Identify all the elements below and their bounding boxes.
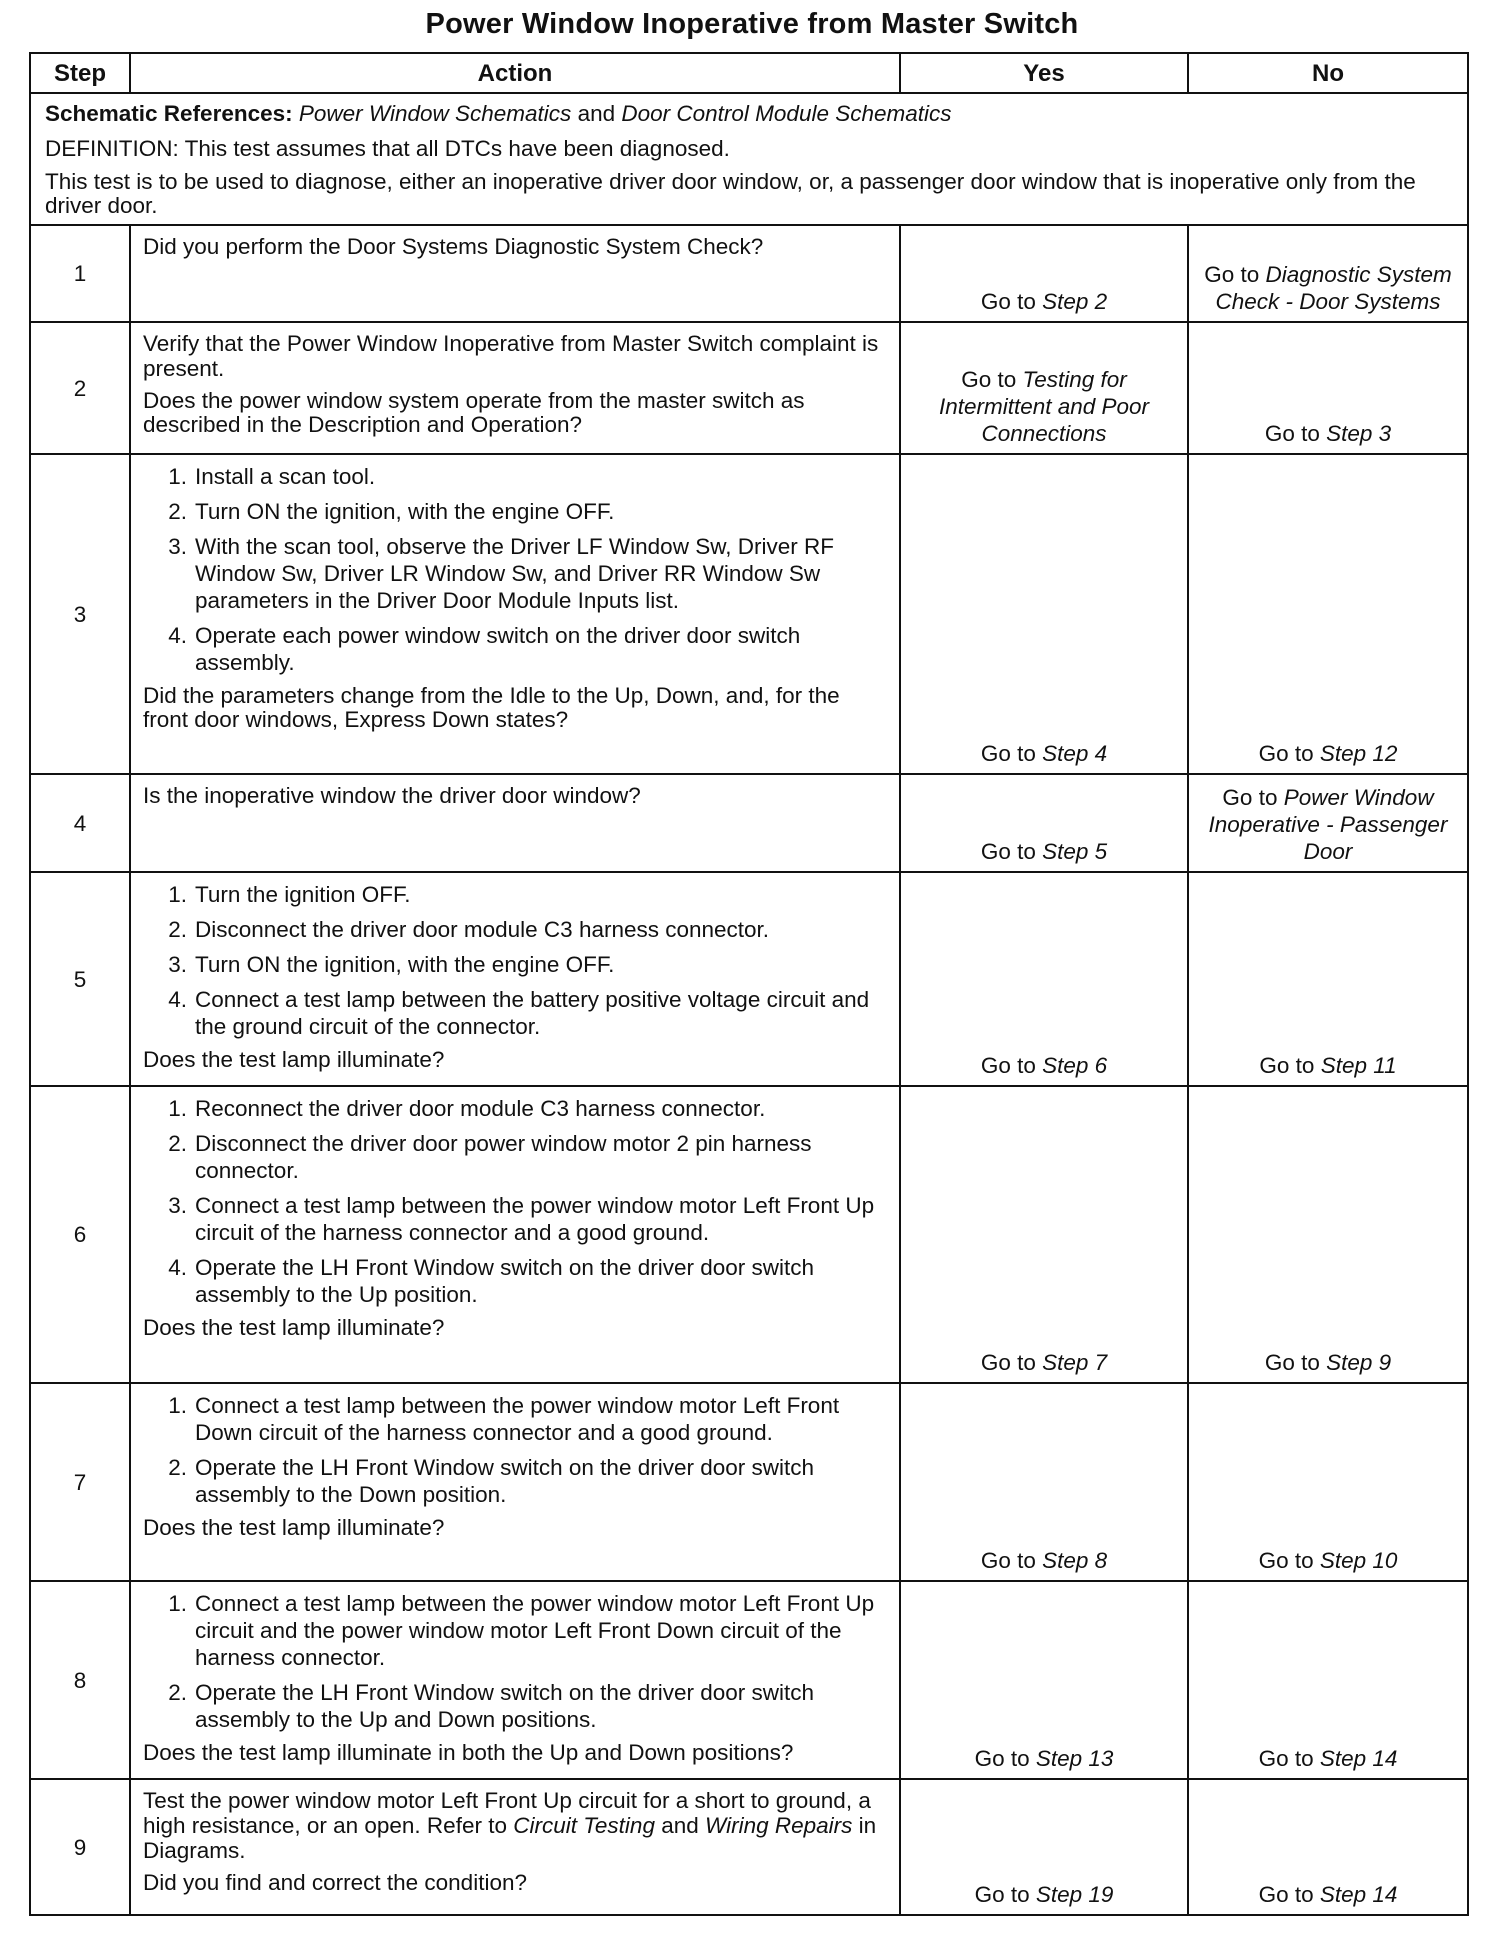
action-text: Verify that the Power Window Inoperative from Master Switch complaint is present. (143, 331, 879, 381)
action-question: Did you find and correct the condition? (143, 1870, 527, 1895)
yes-goto-label: Go to (980, 839, 1036, 864)
action-list-item (143, 1095, 889, 1122)
yes-goto-link[interactable]: Step 19 (1035, 1882, 1114, 1907)
yes-result (901, 740, 1187, 767)
no-cell (1188, 225, 1468, 322)
action-item-text: Turn ON the ignition, with the engine OFF. (195, 952, 615, 977)
action-cell (130, 774, 900, 872)
schematic-references (45, 100, 1457, 127)
yes-cell (900, 1086, 1188, 1383)
diagnostic-table (29, 52, 1469, 1916)
yes-cell (900, 322, 1188, 454)
yes-goto-label: Go to (961, 367, 1017, 392)
yes-result (901, 1052, 1187, 1079)
action-item-number: 3. (168, 534, 187, 559)
action-item-number: 3. (168, 952, 187, 977)
action-list-item (143, 1130, 889, 1184)
action-list-item (143, 498, 889, 525)
yes-cell (900, 454, 1188, 774)
schematic-label: Schematic References: (45, 101, 293, 126)
schematic-ref-door-control[interactable]: Door Control Module Schematics (621, 101, 952, 126)
action-list-item (143, 1454, 889, 1508)
action-question: Does the test lamp illuminate? (143, 1515, 445, 1540)
no-goto-link[interactable]: Step 11 (1320, 1053, 1397, 1078)
yes-goto-link[interactable]: Step 13 (1035, 1746, 1114, 1771)
yes-goto-link[interactable]: Step 4 (1042, 741, 1108, 766)
yes-cell (900, 774, 1188, 872)
step-number: 6 (30, 1086, 130, 1383)
action-cell (130, 872, 900, 1086)
yes-result (901, 366, 1187, 447)
action-item-number: 4. (168, 623, 187, 648)
step-row-6 (30, 1086, 1468, 1383)
yes-goto-label: Go to (980, 1548, 1036, 1573)
yes-cell (900, 1779, 1188, 1915)
yes-goto-link[interactable]: Testing for Intermittent and Poor Connections (938, 367, 1150, 446)
action-cell (130, 322, 900, 454)
action-item-text: Connect a test lamp between the power window motor Left Front Up circuit and the power window motor Left Front Down circuit of the harness connector. (195, 1591, 875, 1670)
reference-link[interactable]: Circuit Testing (513, 1813, 655, 1838)
header-no: No (1188, 53, 1468, 93)
action-list-item (143, 986, 889, 1040)
yes-goto-label: Go to (980, 741, 1036, 766)
action-item-text: Disconnect the driver door power window motor 2 pin harness connector. (195, 1131, 812, 1183)
reference-link[interactable]: Wiring Repairs (705, 1813, 853, 1838)
header-step: Step (30, 53, 130, 93)
yes-cell (900, 1383, 1188, 1581)
no-cell (1188, 322, 1468, 454)
yes-goto-link[interactable]: Step 8 (1042, 1548, 1108, 1573)
action-list-item (143, 533, 889, 614)
action-list-item (143, 622, 889, 676)
step-number: 1 (30, 225, 130, 322)
intro-row (30, 93, 1468, 225)
action-item-text: Install a scan tool. (195, 464, 376, 489)
usage-text: This test is to be used to diagnose, either an inoperative driver door window, or, a passenger door window that is inoperative only from the driver door. (45, 169, 1416, 218)
action-text-part: and (661, 1813, 699, 1838)
no-result (1189, 1547, 1467, 1574)
yes-result (901, 288, 1187, 315)
no-goto-link[interactable]: Step 10 (1319, 1548, 1398, 1573)
action-question: Does the test lamp illuminate in both the Up and Down positions? (143, 1740, 794, 1765)
yes-result (901, 1881, 1187, 1908)
yes-goto-label: Go to (974, 1746, 1030, 1771)
no-cell (1188, 1086, 1468, 1383)
action-item-number: 2. (168, 499, 187, 524)
action-item-number: 2. (168, 917, 187, 942)
action-list-item (143, 916, 889, 943)
no-cell (1188, 774, 1468, 872)
action-question: Did the parameters change from the Idle to the Up, Down, and, for the front door windows, Express Down states? (143, 683, 840, 732)
action-item-text: Connect a test lamp between the power window motor Left Front Up circuit of the harness connector and a good ground. (195, 1193, 875, 1245)
action-item-number: 1. (168, 882, 187, 907)
no-goto-label: Go to (1264, 1350, 1320, 1375)
action-text-part: in Diagrams. (143, 1813, 877, 1863)
action-item-number: 1. (168, 1591, 187, 1616)
step-row-7 (30, 1383, 1468, 1581)
action-item-text: Operate each power window switch on the driver door switch assembly. (195, 623, 801, 675)
yes-goto-link[interactable]: Step 2 (1042, 289, 1108, 314)
action-text: Is the inoperative window the driver door window? (143, 783, 641, 808)
no-goto-link[interactable]: Step 3 (1326, 421, 1392, 446)
page-title: Power Window Inoperative from Master Switch (425, 8, 1079, 40)
action-cell (130, 1383, 900, 1581)
no-goto-label: Go to (1258, 741, 1314, 766)
no-cell (1188, 1383, 1468, 1581)
step-row-1 (30, 225, 1468, 322)
no-goto-label: Go to (1258, 1882, 1314, 1907)
no-result (1189, 784, 1467, 865)
action-item-text: Operate the LH Front Window switch on the driver door switch assembly to the Up and Down positions. (195, 1680, 815, 1732)
no-goto-link[interactable]: Diagnostic System Check - Door Systems (1215, 262, 1452, 314)
no-result (1189, 1052, 1467, 1079)
table-header-row (30, 53, 1468, 93)
yes-result (901, 838, 1187, 865)
step-number: 4 (30, 774, 130, 872)
action-cell (130, 1581, 900, 1779)
step-number: 3 (30, 454, 130, 774)
action-item-number: 2. (168, 1131, 187, 1156)
no-goto-link[interactable]: Step 14 (1319, 1746, 1398, 1771)
no-goto-label: Go to (1259, 1053, 1315, 1078)
no-goto-label: Go to (1258, 1548, 1314, 1573)
action-list-item (143, 463, 889, 490)
yes-goto-label: Go to (980, 1350, 1036, 1375)
intro-cell (30, 93, 1468, 225)
action-item-text: Turn the ignition OFF. (195, 882, 411, 907)
no-cell (1188, 872, 1468, 1086)
no-result (1189, 1881, 1467, 1908)
yes-goto-link[interactable]: Step 6 (1042, 1053, 1108, 1078)
action-item-number: 1. (168, 1096, 187, 1121)
step-row-3 (30, 454, 1468, 774)
step-number: 9 (30, 1779, 130, 1915)
step-row-5 (30, 872, 1468, 1086)
action-text: Did you perform the Door Systems Diagnostic System Check? (143, 234, 764, 259)
yes-goto-label: Go to (974, 1882, 1030, 1907)
action-list-item (143, 951, 889, 978)
action-question: Does the power window system operate from the master switch as described in the Description and Operation? (143, 388, 805, 437)
action-question: Does the test lamp illuminate? (143, 1047, 445, 1072)
action-item-text: Operate the LH Front Window switch on the driver door switch assembly to the Down position. (195, 1455, 815, 1507)
no-result (1189, 740, 1467, 767)
action-list (143, 1392, 889, 1508)
action-item-text: Operate the LH Front Window switch on the driver door switch assembly to the Up position. (195, 1255, 815, 1307)
yes-cell (900, 872, 1188, 1086)
action-item-number: 3. (168, 1193, 187, 1218)
no-goto-label: Go to (1222, 785, 1278, 810)
action-item-number: 4. (168, 1255, 187, 1280)
no-goto-label: Go to (1258, 1746, 1314, 1771)
action-item-text: Disconnect the driver door module C3 harness connector. (195, 917, 770, 942)
step-number: 7 (30, 1383, 130, 1581)
action-text (143, 1788, 889, 1863)
definition-text: DEFINITION: This test assumes that all DTCs have been diagnosed. (45, 136, 730, 161)
action-item-number: 2. (168, 1680, 187, 1705)
no-cell (1188, 454, 1468, 774)
no-result (1189, 261, 1467, 315)
action-list-item (143, 1254, 889, 1308)
step-number: 8 (30, 1581, 130, 1779)
no-result (1189, 1745, 1467, 1772)
action-item-text: Turn ON the ignition, with the engine OFF. (195, 499, 615, 524)
action-text-part: Test the power window motor Left Front Up circuit for a short to ground, a high resistance, or an open. Refer to (143, 1788, 871, 1838)
no-goto-link[interactable]: Step 12 (1319, 741, 1398, 766)
yes-goto-link[interactable]: Step 5 (1042, 839, 1108, 864)
schematic-and: and (577, 101, 616, 126)
action-question: Does the test lamp illuminate? (143, 1315, 445, 1340)
action-list (143, 1590, 889, 1733)
yes-goto-label: Go to (980, 1053, 1036, 1078)
schematic-ref-power-window[interactable]: Power Window Schematics (298, 101, 572, 126)
action-cell (130, 225, 900, 322)
step-row-9 (30, 1779, 1468, 1915)
action-item-number: 1. (168, 464, 187, 489)
no-goto-link[interactable]: Step 9 (1326, 1350, 1392, 1375)
action-list-item (143, 881, 889, 908)
action-item-text: Connect a test lamp between the power window motor Left Front Down circuit of the harness connector and a good ground. (195, 1393, 840, 1445)
yes-goto-label: Go to (980, 289, 1036, 314)
no-result (1189, 420, 1467, 447)
action-list-item (143, 1679, 889, 1733)
yes-result (901, 1349, 1187, 1376)
no-result (1189, 1349, 1467, 1376)
no-cell (1188, 1581, 1468, 1779)
action-item-number: 4. (168, 987, 187, 1012)
no-goto-label: Go to (1264, 421, 1320, 446)
action-list (143, 1095, 889, 1308)
yes-result (901, 1547, 1187, 1574)
no-goto-link[interactable]: Step 14 (1319, 1882, 1398, 1907)
step-number: 5 (30, 872, 130, 1086)
action-item-number: 2. (168, 1455, 187, 1480)
no-cell (1188, 1779, 1468, 1915)
yes-goto-link[interactable]: Step 7 (1042, 1350, 1108, 1375)
action-list-item (143, 1590, 889, 1671)
action-item-number: 1. (168, 1393, 187, 1418)
action-cell (130, 1086, 900, 1383)
step-row-2 (30, 322, 1468, 454)
yes-cell (900, 225, 1188, 322)
header-yes: Yes (900, 53, 1188, 93)
yes-result (901, 1745, 1187, 1772)
action-item-text: Reconnect the driver door module C3 harness connector. (195, 1096, 766, 1121)
yes-cell (900, 1581, 1188, 1779)
no-goto-link[interactable]: Power Window Inoperative - Passenger Door (1208, 785, 1448, 864)
action-list (143, 881, 889, 1040)
action-list-item (143, 1392, 889, 1446)
action-cell (130, 454, 900, 774)
no-goto-label: Go to (1204, 262, 1260, 287)
header-action: Action (130, 53, 900, 93)
action-cell (130, 1779, 900, 1915)
action-item-text: With the scan tool, observe the Driver LF Window Sw, Driver RF Window Sw, Driver LR Window Sw, and Driver RR Window Sw parameters in the Driver Door Module Inputs list. (195, 534, 834, 613)
step-row-8 (30, 1581, 1468, 1779)
step-row-4 (30, 774, 1468, 872)
action-list-item (143, 1192, 889, 1246)
action-list (143, 463, 889, 676)
step-number: 2 (30, 322, 130, 454)
action-item-text: Connect a test lamp between the battery positive voltage circuit and the ground circuit of the connector. (195, 987, 870, 1039)
